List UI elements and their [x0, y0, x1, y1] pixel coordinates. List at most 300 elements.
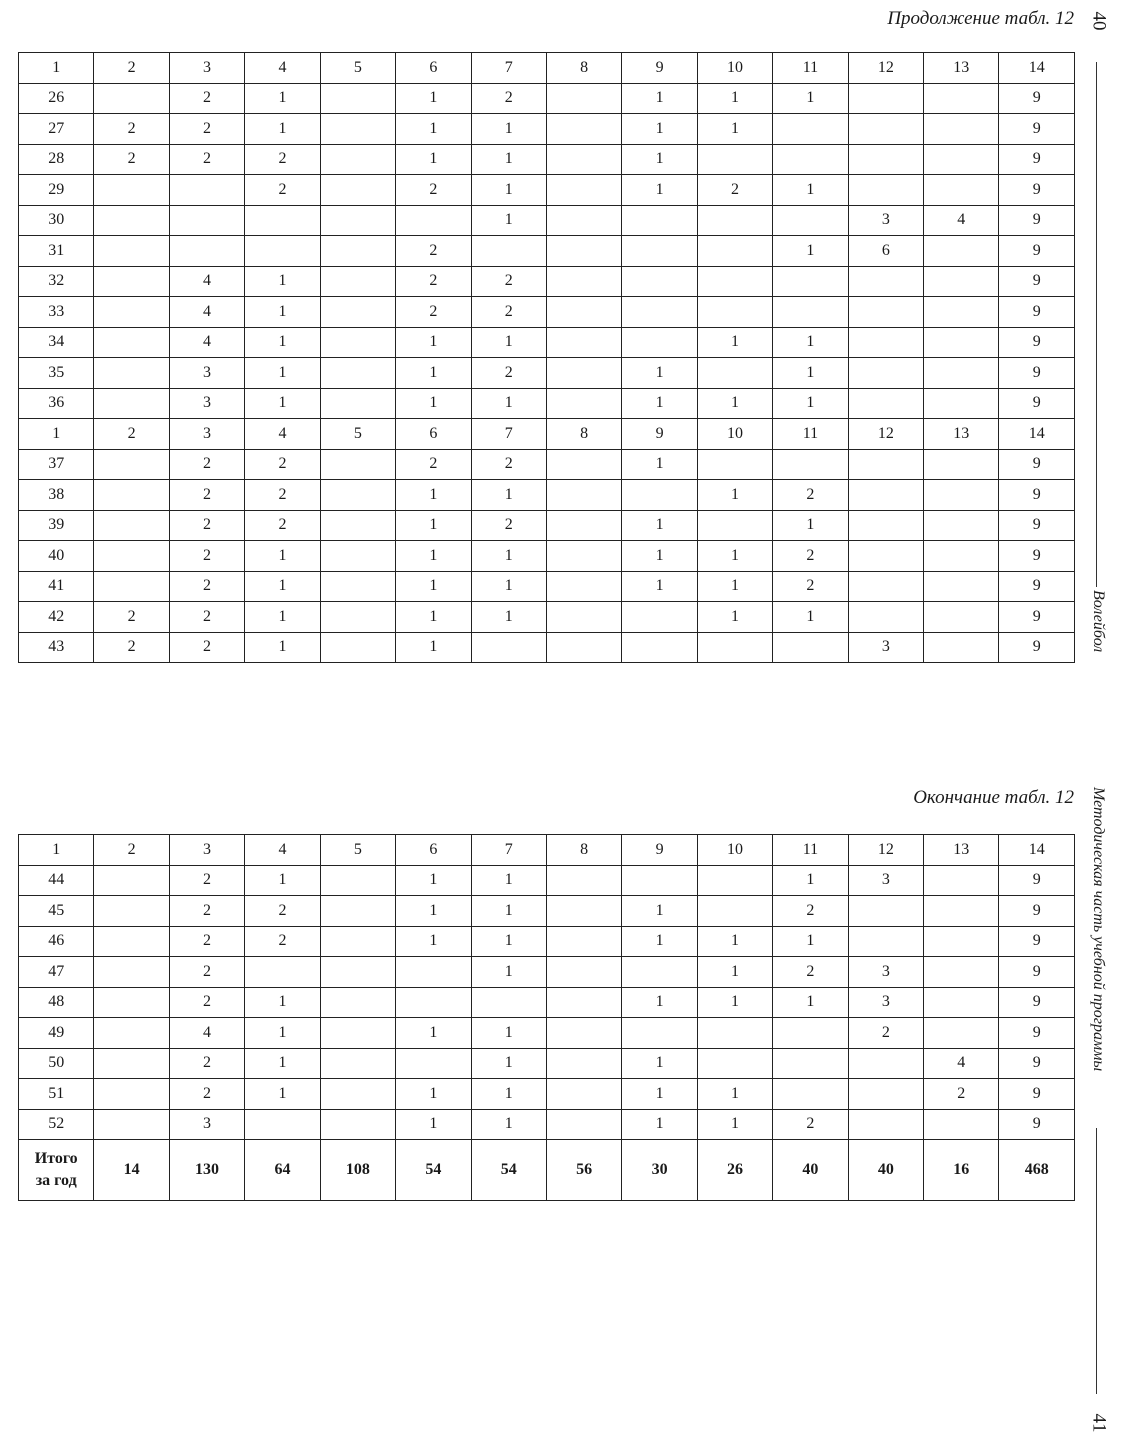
table-cell: 1	[245, 297, 320, 328]
table-end-caption: Окончание табл. 12	[913, 787, 1074, 808]
table-cell	[697, 144, 772, 175]
table-cell: 1	[245, 266, 320, 297]
table-cell: 2	[697, 175, 772, 206]
table-cell	[546, 236, 621, 267]
table-cell: 4	[924, 1048, 999, 1079]
table-cell	[848, 327, 923, 358]
table-row	[19, 175, 1075, 206]
table-cell	[848, 510, 923, 541]
table-cell: 2	[773, 541, 848, 572]
column-header-cell: 1	[19, 53, 94, 84]
total-value-cell: 30	[622, 1140, 697, 1201]
table-cell: 1	[697, 926, 772, 957]
total-value-cell: 16	[924, 1140, 999, 1201]
table-cell: 9	[999, 510, 1075, 541]
table-continuation-caption: Продолжение табл. 12	[887, 8, 1074, 29]
table-cell: 13	[924, 419, 999, 450]
total-value-cell: 14	[94, 1140, 169, 1201]
table-row	[19, 358, 1075, 389]
total-value-cell: 40	[773, 1140, 848, 1201]
table-cell: 1	[773, 987, 848, 1018]
table-cell	[848, 1109, 923, 1140]
table-cell: 9	[999, 541, 1075, 572]
column-header-cell: 13	[924, 53, 999, 84]
table-row	[19, 83, 1075, 114]
table-cell: 9	[999, 1109, 1075, 1140]
table-cell: 1	[773, 327, 848, 358]
table-cell: 1	[697, 602, 772, 633]
table-cell: 1	[622, 541, 697, 572]
column-header-cell: 4	[245, 53, 320, 84]
column-header-cell: 5	[320, 835, 395, 866]
table-cell	[546, 865, 621, 896]
table-cell: 2	[169, 632, 244, 663]
table-cell: 1	[471, 1079, 546, 1110]
margin-rule-bottom	[1096, 1128, 1097, 1394]
table-cell	[245, 957, 320, 988]
table-cell: 1	[471, 480, 546, 511]
table-cell: 1	[622, 388, 697, 419]
table-cell	[546, 449, 621, 480]
table-cell: 1	[245, 358, 320, 389]
table-cell: 1	[622, 83, 697, 114]
table-cell: 1	[245, 1079, 320, 1110]
table-cell	[924, 144, 999, 175]
table-cell: 12	[848, 419, 923, 450]
table-cell: 9	[999, 957, 1075, 988]
table-cell: 9	[622, 419, 697, 450]
table-cell: 1	[697, 1109, 772, 1140]
table-cell: 9	[999, 388, 1075, 419]
table-cell	[622, 1018, 697, 1049]
table-cell: 9	[999, 602, 1075, 633]
table-cell: 9	[999, 327, 1075, 358]
table-cell	[546, 266, 621, 297]
column-header-cell: 11	[773, 835, 848, 866]
table-cell	[94, 449, 169, 480]
table-cell: 1	[697, 327, 772, 358]
table-cell: 1	[622, 175, 697, 206]
table-cell	[94, 1048, 169, 1079]
table-cell: 1	[622, 358, 697, 389]
table-cell: 9	[999, 896, 1075, 927]
table-cell: 1	[245, 987, 320, 1018]
table-cell: 1	[773, 358, 848, 389]
table-cell	[697, 266, 772, 297]
table-cell: 2	[169, 987, 244, 1018]
table-cell: 1	[622, 1048, 697, 1079]
table-cell	[320, 1079, 395, 1110]
table-cell: 9	[999, 297, 1075, 328]
table-cell: 26	[19, 83, 94, 114]
table-cell	[773, 1048, 848, 1079]
table-cell	[94, 865, 169, 896]
running-head-section: Волейбол	[1090, 590, 1107, 653]
table-cell: 9	[999, 83, 1075, 114]
table-cell	[924, 602, 999, 633]
page-number-top: 40	[1088, 11, 1110, 31]
table-cell: 4	[245, 419, 320, 450]
column-header-cell: 6	[396, 835, 471, 866]
column-header-cell: 4	[245, 835, 320, 866]
table-row	[19, 1048, 1075, 1079]
table-cell	[546, 926, 621, 957]
table-cell: 1	[697, 541, 772, 572]
table-cell: 2	[94, 114, 169, 145]
table-cell	[546, 388, 621, 419]
running-head-part: Методическая часть учебной программы	[1090, 787, 1107, 1072]
table-cell: 1	[396, 541, 471, 572]
table-cell	[471, 987, 546, 1018]
table-cell	[169, 236, 244, 267]
table-cell	[320, 632, 395, 663]
table-cell	[94, 987, 169, 1018]
table-cell	[320, 205, 395, 236]
column-header-row	[19, 835, 1075, 866]
table-cell	[245, 236, 320, 267]
column-header-cell: 1	[19, 835, 94, 866]
table-cell	[848, 297, 923, 328]
table-cell	[697, 449, 772, 480]
table-cell: 2	[169, 865, 244, 896]
table-cell: 1	[773, 926, 848, 957]
table-cell	[848, 144, 923, 175]
column-header-cell: 12	[848, 835, 923, 866]
table-cell: 48	[19, 987, 94, 1018]
table-cell: 1	[471, 541, 546, 572]
table-row	[19, 114, 1075, 145]
table-cell	[848, 175, 923, 206]
table-cell	[320, 926, 395, 957]
table-cell	[697, 358, 772, 389]
table-cell: 1	[245, 632, 320, 663]
table-cell: 1	[471, 205, 546, 236]
table-cell	[924, 510, 999, 541]
table-cell: 2	[773, 1109, 848, 1140]
table-cell: 2	[169, 114, 244, 145]
table-cell	[546, 1079, 621, 1110]
table-cell	[924, 83, 999, 114]
table-cell	[320, 480, 395, 511]
table-cell: 2	[396, 449, 471, 480]
total-value-cell: 54	[471, 1140, 546, 1201]
table-cell: 42	[19, 602, 94, 633]
table-cell	[94, 1109, 169, 1140]
table-cell	[924, 114, 999, 145]
table-cell: 2	[245, 144, 320, 175]
table-cell	[396, 205, 471, 236]
table-cell: 2	[169, 926, 244, 957]
table-cell: 1	[471, 571, 546, 602]
table-cell	[622, 480, 697, 511]
table-cell: 2	[245, 175, 320, 206]
table-cell	[924, 926, 999, 957]
table-cell	[546, 541, 621, 572]
table-cell: 14	[999, 419, 1075, 450]
table-cell	[320, 571, 395, 602]
table-cell: 1	[471, 388, 546, 419]
table-cell: 9	[999, 571, 1075, 602]
table-cell: 3	[848, 865, 923, 896]
table-cell	[546, 327, 621, 358]
table-cell: 1	[622, 987, 697, 1018]
table-cell: 2	[471, 266, 546, 297]
table-cell	[94, 1079, 169, 1110]
table-cell	[697, 896, 772, 927]
table-cell: 1	[697, 83, 772, 114]
table-cell	[169, 205, 244, 236]
table-cell	[546, 632, 621, 663]
table-cell: 1	[697, 480, 772, 511]
table-cell: 5	[320, 419, 395, 450]
table-cell	[697, 1048, 772, 1079]
table-cell	[396, 987, 471, 1018]
table-cell: 1	[245, 541, 320, 572]
table-cell	[94, 327, 169, 358]
table-cell	[320, 388, 395, 419]
table-cell: 1	[471, 865, 546, 896]
table-cell: 1	[396, 1018, 471, 1049]
table-cell: 3	[848, 205, 923, 236]
table-cell	[94, 896, 169, 927]
table-cell: 2	[773, 896, 848, 927]
table-cell: 9	[999, 480, 1075, 511]
table-row	[19, 327, 1075, 358]
column-header-cell: 10	[697, 53, 772, 84]
table-cell: 2	[773, 571, 848, 602]
table-cell	[94, 175, 169, 206]
table-cell	[94, 571, 169, 602]
table-cell: 9	[999, 449, 1075, 480]
table-cell	[396, 1048, 471, 1079]
table-cell: 2	[169, 144, 244, 175]
column-header-cell: 14	[999, 53, 1075, 84]
table-row	[19, 419, 1075, 450]
table-body	[19, 865, 1075, 1201]
table-row	[19, 266, 1075, 297]
table-cell: 49	[19, 1018, 94, 1049]
table-cell: 46	[19, 926, 94, 957]
table-cell	[320, 83, 395, 114]
table-cell: 2	[396, 297, 471, 328]
table-cell: 1	[697, 957, 772, 988]
table-cell: 8	[546, 419, 621, 450]
table-cell: 2	[396, 266, 471, 297]
table-cell: 1	[697, 388, 772, 419]
column-header-cell: 2	[94, 835, 169, 866]
table-cell: 2	[245, 926, 320, 957]
table-cell: 1	[245, 327, 320, 358]
table-cell: 1	[396, 83, 471, 114]
table-cell	[471, 632, 546, 663]
table-cell: 1	[471, 1048, 546, 1079]
table-cell	[848, 896, 923, 927]
table-cell	[622, 865, 697, 896]
table-cell: 4	[924, 205, 999, 236]
table-cell: 4	[169, 297, 244, 328]
table-cell: 2	[471, 358, 546, 389]
table-body	[19, 83, 1075, 663]
table-cell	[697, 632, 772, 663]
table-cell: 2	[94, 602, 169, 633]
table-12-continuation	[18, 52, 1075, 663]
table-cell	[773, 114, 848, 145]
table-cell	[546, 297, 621, 328]
table-cell	[546, 987, 621, 1018]
table-cell: 1	[396, 1109, 471, 1140]
column-header-cell: 6	[396, 53, 471, 84]
table-row	[19, 388, 1075, 419]
table-cell: 2	[94, 632, 169, 663]
table-cell: 29	[19, 175, 94, 206]
table-cell: 1	[697, 1079, 772, 1110]
table-cell	[320, 449, 395, 480]
table-cell: 41	[19, 571, 94, 602]
table-cell	[622, 957, 697, 988]
table-cell: 6	[848, 236, 923, 267]
table-cell: 1	[471, 327, 546, 358]
table-cell: 2	[245, 480, 320, 511]
total-value-cell: 56	[546, 1140, 621, 1201]
table-cell: 1	[245, 571, 320, 602]
total-label-cell	[19, 1140, 94, 1201]
table-cell: 9	[999, 205, 1075, 236]
total-value-cell: 468	[999, 1140, 1075, 1201]
total-value-cell: 130	[169, 1140, 244, 1201]
table-cell	[320, 175, 395, 206]
table-cell: 3	[169, 1109, 244, 1140]
table-cell	[622, 205, 697, 236]
table-cell	[169, 175, 244, 206]
column-header-cell: 2	[94, 53, 169, 84]
table-cell	[924, 541, 999, 572]
table-cell: 1	[396, 865, 471, 896]
table-cell	[848, 602, 923, 633]
table-cell: 1	[471, 957, 546, 988]
table-cell: 2	[169, 602, 244, 633]
table-cell: 1	[471, 114, 546, 145]
table-cell	[924, 358, 999, 389]
table-cell: 2	[396, 236, 471, 267]
table-cell: 3	[169, 419, 244, 450]
table-cell: 1	[697, 987, 772, 1018]
table-cell: 1	[396, 602, 471, 633]
table-cell: 1	[245, 1018, 320, 1049]
table-cell: 1	[396, 510, 471, 541]
table-cell: 2	[245, 896, 320, 927]
table-cell	[622, 327, 697, 358]
table-cell	[697, 205, 772, 236]
table-cell: 9	[999, 358, 1075, 389]
table-cell	[924, 987, 999, 1018]
table-cell	[320, 358, 395, 389]
table-cell: 2	[169, 541, 244, 572]
table-cell	[94, 83, 169, 114]
table-cell: 9	[999, 1048, 1075, 1079]
column-header-cell: 8	[546, 53, 621, 84]
table-cell	[94, 541, 169, 572]
table-cell: 2	[169, 571, 244, 602]
total-value-cell: 54	[396, 1140, 471, 1201]
table-cell: 1	[773, 865, 848, 896]
table-cell	[773, 632, 848, 663]
table-cell: 9	[999, 987, 1075, 1018]
table-cell	[622, 266, 697, 297]
table-cell	[471, 236, 546, 267]
column-header-cell: 9	[622, 835, 697, 866]
table-row	[19, 865, 1075, 896]
table-cell	[94, 205, 169, 236]
table-row	[19, 926, 1075, 957]
table-cell	[546, 144, 621, 175]
table-cell: 27	[19, 114, 94, 145]
table-cell: 1	[622, 114, 697, 145]
total-value-cell: 26	[697, 1140, 772, 1201]
table-cell: 2	[169, 480, 244, 511]
table-cell	[848, 83, 923, 114]
table-cell: 1	[396, 480, 471, 511]
table-cell	[320, 236, 395, 267]
total-value-cell: 40	[848, 1140, 923, 1201]
table-cell	[773, 297, 848, 328]
table-cell: 1	[471, 144, 546, 175]
table-cell: 40	[19, 541, 94, 572]
table-cell: 1	[471, 1109, 546, 1140]
table-cell	[320, 1048, 395, 1079]
table-row	[19, 1109, 1075, 1140]
table-cell	[697, 236, 772, 267]
table-cell	[546, 358, 621, 389]
table-cell	[848, 926, 923, 957]
table-row	[19, 144, 1075, 175]
table-cell	[320, 114, 395, 145]
table-cell: 9	[999, 114, 1075, 145]
table-cell: 2	[169, 1048, 244, 1079]
table-cell: 37	[19, 449, 94, 480]
table-cell	[546, 83, 621, 114]
table-cell: 2	[848, 1018, 923, 1049]
table-cell	[622, 297, 697, 328]
table-cell: 33	[19, 297, 94, 328]
table-cell: 2	[773, 480, 848, 511]
table-cell: 2	[245, 449, 320, 480]
table-cell	[697, 297, 772, 328]
table-cell	[320, 1109, 395, 1140]
table-cell: 2	[471, 510, 546, 541]
table-cell: 2	[924, 1079, 999, 1110]
table-cell	[94, 297, 169, 328]
table-cell: 1	[471, 896, 546, 927]
table-cell: 2	[94, 419, 169, 450]
table-cell	[546, 510, 621, 541]
table-cell: 10	[697, 419, 772, 450]
table-cell	[697, 1018, 772, 1049]
table-cell: 1	[396, 388, 471, 419]
column-header-cell: 8	[546, 835, 621, 866]
table-cell: 1	[396, 571, 471, 602]
table-cell	[546, 480, 621, 511]
table-cell: 1	[773, 175, 848, 206]
table-row	[19, 602, 1075, 633]
table-cell	[924, 388, 999, 419]
table-cell	[848, 388, 923, 419]
table-cell: 1	[396, 327, 471, 358]
table-cell: 9	[999, 926, 1075, 957]
table-cell: 1	[773, 388, 848, 419]
table-cell: 4	[169, 266, 244, 297]
table-cell: 1	[622, 1079, 697, 1110]
table-cell: 1	[622, 449, 697, 480]
